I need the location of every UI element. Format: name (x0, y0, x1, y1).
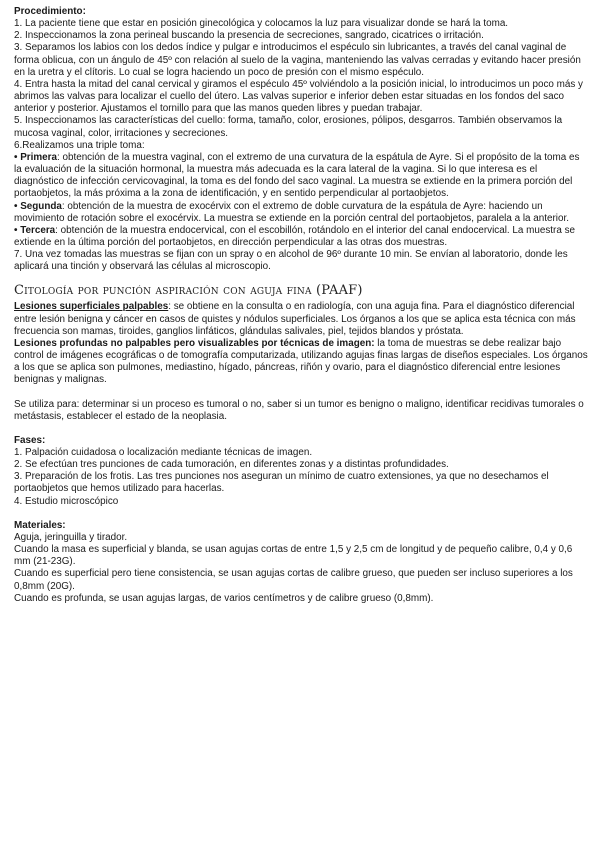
procedimiento-step-7: 7. Una vez tomadas las muestras se fijan con un spray o en alcohol de 96º durante 10 min. Se envían al laboratorio, donde les aplicará una tinción y observará las células al microscopio. (14, 249, 568, 273)
procedimiento-step-1: 1. La paciente tiene que estar en posición ginecológica y colocamos la luz para visualizar donde se hará la toma. (14, 18, 509, 30)
spacer (14, 387, 588, 399)
superficiales-text: : se obtiene en la consulta o en radiología, con una aguja fina. Para el diagnóstico diferencial entre lesión benigna y cáncer en casos de quistes y nódulos superficiales. Los órganos a los que se aplica esta técnica con más frecuencia son mamas, tiroides, ganglios linfáticos, glándulas salivales, piel, tejidos blandos y próstata. (14, 301, 576, 337)
material-item: Cuando es profunda, se usan agujas largas, de varios centímetros y de calibre grueso (0,8mm). (14, 592, 434, 604)
materiales-heading: Materiales: (14, 519, 66, 531)
uso-paragraph: Se utiliza para: determinar si un proceso es tumoral o no, saber si un tumor es benigno o maligno, identificar recidivas tumorales o metástasis, establecer el estado de la neoplasia. (14, 398, 584, 422)
spacer (14, 423, 588, 435)
fase-item: 2. Se efectúan tres punciones de cada tumoración, en diferentes zonas y a distintas profundidades. (14, 459, 449, 471)
toma-tercera-text: : obtención de la muestra endocervical, con el escobillón, rotándolo en el interior del canal endocervical. La muestra se extiende en la última porción del portaobjetos, en dirección perpendicular a las otras dos muestras. (14, 224, 575, 248)
procedimiento-step-5: 5. Inspeccionamos las características del cuello: forma, tamaño, color, erosiones, pólipos, desgarros. También observamos la mucosa vaginal, color, irritaciones y secreciones. (14, 115, 563, 139)
profundas-label: Lesiones profundas no palpables pero visualizables por técnicas de imagen: (14, 337, 375, 349)
procedimiento-heading: Procedimiento: (14, 6, 86, 17)
toma-primera-label: • Primera (14, 151, 57, 163)
toma-primera (14, 152, 588, 201)
procedimiento-step-4: 4. Entra hasta la mitad del canal cervical y giramos el espéculo 45º volviéndolo a la posición inicial, lo introducimos un poco más y abrimos las valvas para localizar el cuello del útero. Las valvas superior e inferior deben estar situadas en los fondos del saco anterior y posterior. Ajustamos el tornillo para que las manos queden libres y puedan trabajar. (14, 78, 583, 115)
fases-heading: Fases: (14, 434, 46, 446)
toma-segunda-label: • Segunda (14, 200, 62, 212)
material-item: Aguja, jeringuilla y tirador. (14, 531, 128, 543)
toma-tercera (14, 225, 588, 249)
toma-tercera-label: • Tercera (14, 224, 56, 236)
procedimiento-step-2: 2. Inspeccionamos la zona perineal buscando la presencia de secreciones, sangrado, cicatrices o irritación. (14, 30, 484, 42)
toma-segunda-text: : obtención de la muestra de exocérvix con el extremo de doble curvatura de la espátula de Ayre: haciendo un movimiento de rotación sobre el exocérvix. La muestra se extiende en la porción central del portaobjetos, paralela a la anterior. (14, 200, 569, 224)
superficiales-paragraph (14, 301, 588, 337)
fase-item: 4. Estudio microscópico (14, 495, 119, 507)
material-item: Cuando es superficial pero tiene consistencia, se usan agujas cortas de calibre grueso, que pueden ser incluso superiores a los 0,8mm (20G). (14, 568, 573, 592)
profundas-text: la toma de muestras se debe realizar bajo control de imágenes ecográficas o de tomografía computarizada, utilizando agujas finas largas de diseños especiales. Los órganos a los que se aplica son pulmones, mediastino, hígado, páncreas, riñón y ovario, para el diagnóstico diferencial entre lesiones benignas y malignas. (14, 337, 588, 386)
material-item: Cuando la masa es superficial y blanda, se usan agujas cortas de entre 1,5 y 2,5 cm de longitud y de pequeño calibre, 0,4 y 0,6 mm (21-23G). (14, 544, 573, 568)
fase-item: 1. Palpación cuidadosa o localización mediante técnicas de imagen. (14, 447, 313, 458)
toma-primera-text: : obtención de la muestra vaginal, con el extremo de una curvatura de la espátula de Ayre. Si el propósito de la toma es la evaluación de la situación hormonal, la muestra más adecuada es la cara lateral de la vagina. Si lo que interesa es el diagnóstico de infección cervicovaginal, la toma es del fondo del saco vaginal. La muestra se extiende en la primera porción del portaobjetos, la más próxima a la zona de identificación, y en sentido perpendicular al portaobjetos. (14, 151, 580, 200)
superficiales-label: Lesiones superficiales palpables (14, 301, 169, 313)
profundas-paragraph (14, 338, 588, 387)
procedimiento-step-3: 3. Separamos los labios con los dedos índice y pulgar e introducimos el espéculo sin lubricantes, a través del canal vaginal de forma oblicua, con un ángulo de 45º con relación al suelo de la vagina, manteniendo las valvas cerradas y evitando hacer presión en la uretra y el clítoris. Lo cual se logra haciendo un poco de presión con el mismo espéculo. (14, 42, 581, 78)
spacer (14, 508, 588, 520)
toma-segunda (14, 201, 588, 225)
procedimiento-step-6: 6.Realizamos una triple toma: (14, 139, 145, 151)
fase-item: 3. Preparación de los frotis. Las tres punciones nos aseguran un mínimo de cuatro extensiones, ya que no desechamos el portaobjetos que hemos utilizado para hacerlas. (14, 471, 549, 495)
paaf-section-title: Citología por punción aspiración con aguja fina (PAAF) (14, 283, 363, 299)
